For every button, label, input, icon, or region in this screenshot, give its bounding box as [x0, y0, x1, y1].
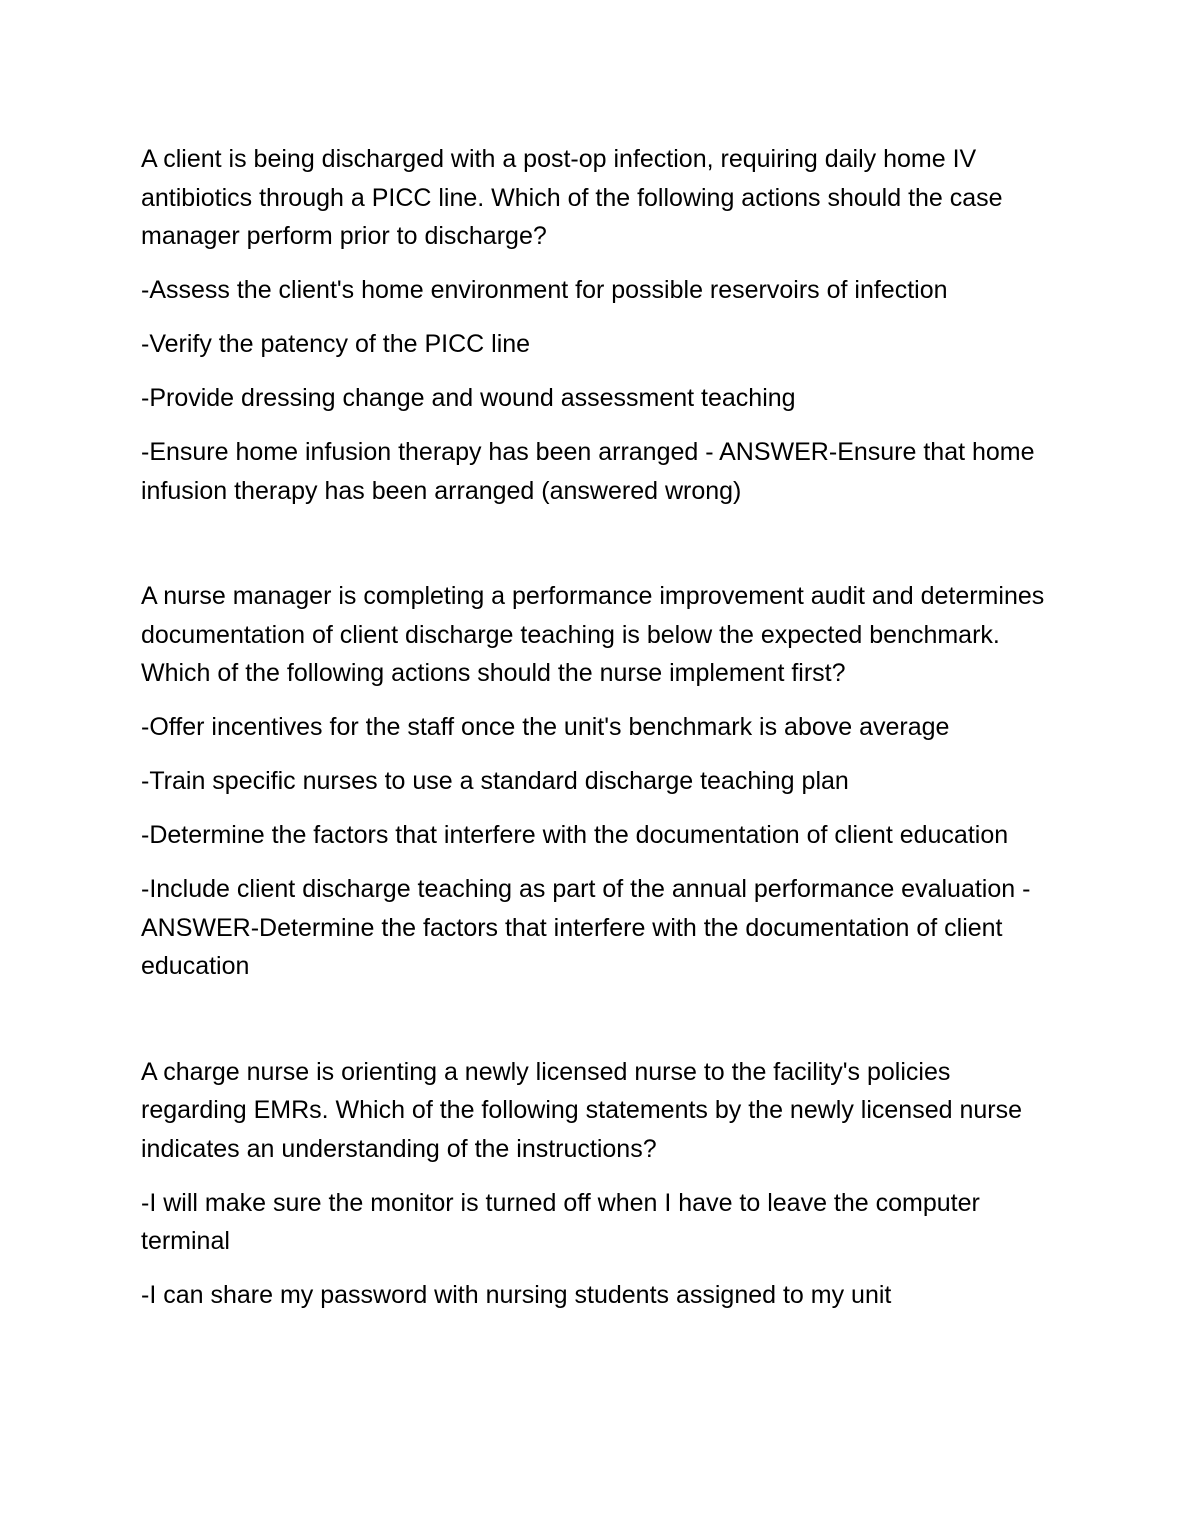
answer-option: -Verify the patency of the PICC line: [141, 330, 531, 358]
answer-option: -Provide dressing change and wound assessment teaching: [141, 384, 796, 412]
question-stem: A nurse manager is completing a performance improvement audit and determines documentation of client discharge teaching is below the expected benchmark. Which of the following actions should the nurse implement first?: [141, 582, 1045, 687]
document-content: [141, 140, 1056, 1330]
answer-option: -Offer incentives for the staff once the unit's benchmark is above average: [141, 713, 950, 741]
question-block-3: [141, 1053, 1056, 1315]
question-block-1: [141, 140, 1056, 510]
answer-option: -Assess the client's home environment for possible reservoirs of infection: [141, 276, 948, 304]
question-stem: A client is being discharged with a post-op infection, requiring daily home IV antibiotics through a PICC line. Which of the following actions should the case manager perform prior to discharge?: [141, 145, 1003, 250]
answer-option-with-answer: -Ensure home infusion therapy has been arranged - ANSWER-Ensure that home infusion therapy has been arranged (answered wrong): [141, 438, 1035, 505]
answer-option: -I will make sure the monitor is turned off when I have to leave the computer terminal: [141, 1188, 980, 1255]
answer-option-with-answer: -Include client discharge teaching as part of the annual performance evaluation - ANSWER-Determine the factors that interfere with the documentation of client education: [141, 875, 1031, 980]
question-stem: A charge nurse is orienting a newly licensed nurse to the facility's policies regarding EMRs. Which of the following statements by the newly licensed nurse indicates an understanding of the instructions?: [141, 1057, 1022, 1163]
answer-option: -I can share my password with nursing students assigned to my unit: [141, 1281, 892, 1309]
answer-option: -Train specific nurses to use a standard discharge teaching plan: [141, 767, 849, 795]
question-block-2: [141, 577, 1056, 986]
answer-option: -Determine the factors that interfere with the documentation of client education: [141, 821, 1009, 849]
